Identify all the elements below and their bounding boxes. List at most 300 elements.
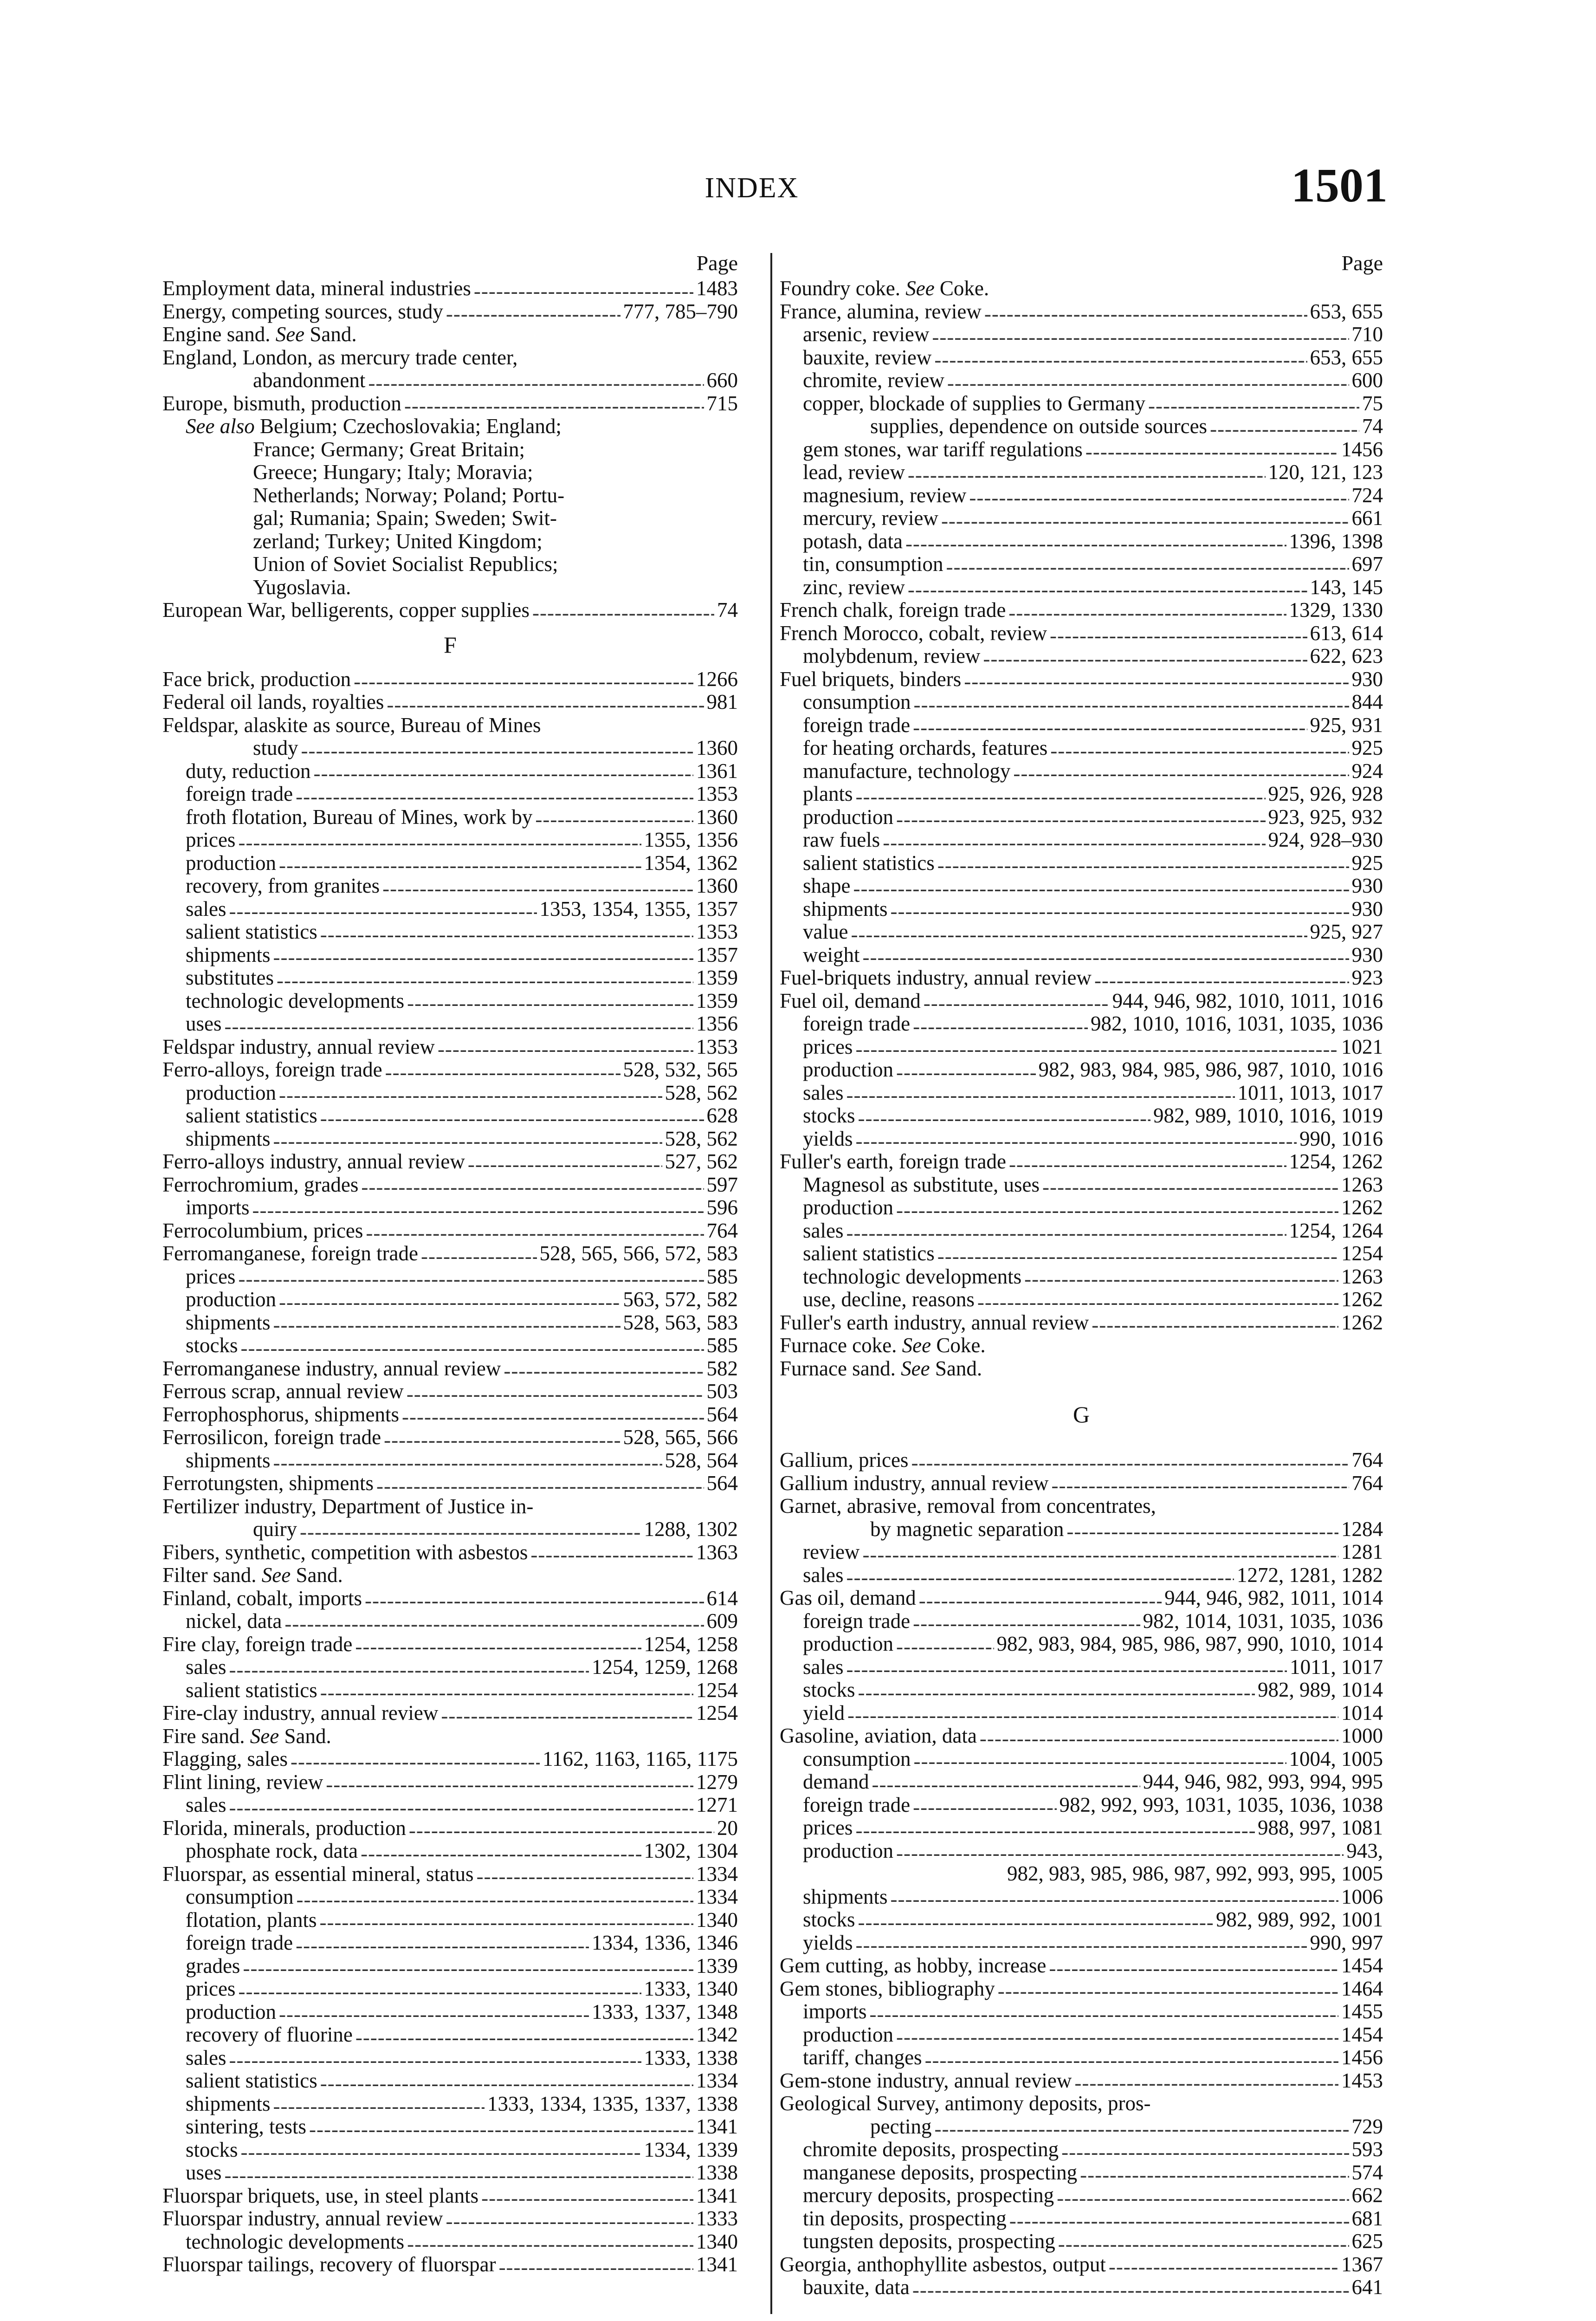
index-entry — [162, 1541, 738, 1564]
index-entry — [780, 553, 1383, 576]
dot-leader — [385, 1063, 620, 1082]
entry-page-refs: 930 — [1351, 667, 1383, 691]
index-entry — [780, 1242, 1383, 1265]
index-entry — [780, 300, 1383, 324]
entry-page-refs: 528, 562 — [665, 1127, 738, 1150]
entry-text: Magnesol as substitute, uses — [803, 1173, 1040, 1196]
index-entry — [780, 1196, 1383, 1219]
entry-text: arsenic, review — [803, 323, 930, 346]
entry-text: lead, review — [803, 460, 905, 484]
entry-page-refs: 1338 — [696, 2161, 738, 2184]
entry-page-refs: 1004, 1005 — [1289, 1747, 1383, 1770]
index-entry — [780, 806, 1383, 829]
entry-page-refs: 1254 — [696, 1678, 738, 1702]
index-entry — [780, 1977, 1383, 2001]
entry-page-refs: 844 — [1351, 690, 1383, 713]
dot-leader — [896, 1844, 1344, 1862]
dot-leader — [354, 672, 693, 691]
entry-text: consumption — [186, 1885, 294, 1908]
index-entry — [780, 1564, 1383, 1587]
index-entry — [780, 461, 1383, 484]
dot-leader — [273, 948, 693, 966]
entry-page-refs: 1341 — [696, 2184, 738, 2207]
entry-text: froth flotation, Bureau of Mines, work by — [186, 805, 533, 829]
entry-page-refs: 600 — [1351, 369, 1383, 392]
entry-page-refs: 925, 927 — [1310, 920, 1383, 943]
entry-page-refs: 982, 989, 1014 — [1258, 1678, 1383, 1701]
entry-page-refs: 1266 — [696, 667, 738, 691]
dot-leader — [291, 1752, 540, 1771]
index-entry — [780, 2276, 1383, 2299]
entry-page-refs: 1342 — [696, 2023, 738, 2046]
index-entry — [162, 1104, 738, 1128]
index-entry — [162, 1932, 738, 1955]
entry-text: Fire clay, foreign trade — [162, 1632, 353, 1656]
dot-leader — [846, 1568, 1234, 1587]
dot-leader — [1013, 764, 1349, 783]
dot-leader — [404, 396, 704, 415]
entry-text: Gallium, prices — [780, 1448, 909, 1472]
entry-page-refs: 982, 989, 992, 1001 — [1216, 1908, 1383, 1931]
entry-page-refs: 653, 655 — [1310, 345, 1383, 369]
left-index-column — [162, 251, 738, 2276]
dot-leader — [941, 512, 1349, 530]
index-entry — [162, 392, 738, 415]
entry-text: Netherlands; Norway; Poland; Portu- — [253, 483, 565, 507]
dot-leader — [858, 1913, 1214, 1932]
entry-text: consumption — [803, 1747, 911, 1770]
dot-leader — [238, 833, 641, 852]
dot-leader — [847, 1706, 1338, 1725]
dot-leader — [1008, 603, 1286, 622]
entry-page-refs: 585 — [706, 1334, 738, 1357]
index-entry — [780, 1862, 1383, 1886]
section-letter: F — [444, 631, 457, 658]
dot-leader — [407, 1385, 704, 1403]
index-entry — [780, 576, 1383, 599]
index-entry — [780, 530, 1383, 553]
dot-leader — [1148, 396, 1359, 415]
entry-text: Ferrosilicon, foreign trade — [162, 1426, 381, 1449]
index-entry — [162, 1472, 738, 1495]
dot-leader — [441, 1706, 693, 1725]
entry-page-refs: 574 — [1351, 2160, 1383, 2184]
entry-page-refs: 120, 121, 123 — [1268, 460, 1383, 484]
dot-leader — [296, 787, 693, 806]
index-entry — [780, 415, 1383, 438]
dot-leader — [407, 2235, 693, 2253]
entry-text: foreign trade — [186, 782, 293, 805]
index-entry — [780, 369, 1383, 392]
index-entry — [162, 1196, 738, 1219]
entry-page-refs: 143, 145 — [1310, 575, 1383, 599]
entry-text: sales — [803, 1563, 844, 1587]
dot-leader — [870, 2005, 1338, 2023]
dot-leader — [964, 672, 1349, 691]
entry-text: Geological Survey, antimony deposits, pros- — [780, 2092, 1151, 2115]
entry-page-refs: 982, 983, 984, 985, 986, 987, 990, 1010, 1014 — [996, 1632, 1383, 1655]
entry-text: Union of Soviet Socialist Republics; — [253, 552, 558, 576]
index-entry — [162, 2023, 738, 2047]
index-entry — [780, 1816, 1383, 1840]
dot-leader — [229, 1660, 589, 1679]
dot-leader — [229, 902, 536, 921]
index-entry — [162, 714, 738, 737]
index-entry — [780, 2230, 1383, 2253]
index-entry — [780, 1104, 1383, 1128]
index-entry — [162, 875, 738, 898]
dot-leader — [862, 1545, 1338, 1564]
index-entry — [162, 1426, 738, 1449]
entry-text: Fluorspar, as essential mineral, status — [162, 1862, 474, 1886]
dot-leader — [241, 1339, 704, 1357]
dot-leader — [320, 2074, 693, 2093]
entry-page-refs: 1359 — [696, 966, 738, 989]
entry-page-refs: 1359 — [696, 989, 738, 1012]
entry-text: Gasoline, aviation, data — [780, 1724, 977, 1747]
entry-text: Georgia, anthophyllite asbestos, output — [780, 2252, 1106, 2276]
index-entry — [162, 1334, 738, 1357]
dot-leader — [1042, 1178, 1338, 1196]
section-letter: G — [1073, 1401, 1090, 1427]
dot-leader — [320, 1109, 704, 1128]
entry-page-refs: 1162, 1163, 1165, 1175 — [543, 1747, 738, 1770]
entry-page-refs: 1272, 1281, 1282 — [1237, 1563, 1383, 1587]
entry-text: raw fuels — [803, 828, 880, 851]
index-entry — [780, 1908, 1383, 1932]
index-entry — [162, 1771, 738, 1794]
entry-page-refs: 944, 946, 982, 993, 994, 995 — [1143, 1770, 1383, 1793]
entry-text: salient statistics — [803, 851, 935, 875]
index-entry — [162, 461, 738, 484]
entry-page-refs: 1357 — [696, 943, 738, 966]
entry-text: supplies, dependence on outside sources — [870, 415, 1208, 438]
entry-page-refs: 528, 565, 566 — [623, 1426, 738, 1449]
dot-leader — [384, 1431, 620, 1449]
entry-page-refs: 1302, 1304 — [644, 1839, 738, 1862]
entry-text: shipments — [186, 943, 271, 966]
dot-leader — [846, 1660, 1287, 1679]
index-entry — [780, 1012, 1383, 1036]
dot-leader — [913, 1798, 1056, 1816]
index-entry — [780, 1633, 1383, 1656]
dot-leader — [252, 1201, 704, 1219]
entry-page-refs: 1464 — [1341, 1977, 1383, 2000]
entry-text: value — [803, 920, 848, 943]
dot-leader — [846, 1086, 1234, 1104]
entry-text: Face brick, production — [162, 667, 351, 691]
dot-leader — [326, 1775, 693, 1794]
see-reference: See also — [186, 415, 255, 438]
index-entry — [162, 438, 738, 461]
entry-text: production — [803, 805, 893, 829]
index-entry — [780, 392, 1383, 415]
dot-leader — [905, 534, 1286, 553]
dot-leader — [301, 741, 693, 760]
entry-text: stocks — [803, 1908, 855, 1931]
entry-text: foreign trade — [803, 1609, 911, 1633]
index-entry — [780, 2092, 1383, 2115]
entry-text: Europe, bismuth, production — [162, 391, 401, 415]
index-entry — [162, 1150, 738, 1173]
entry-text: Fuller's earth, foreign trade — [780, 1150, 1006, 1173]
entry-text: Fluorspar briquets, use, in steel plants — [162, 2184, 479, 2207]
index-entry — [162, 1633, 738, 1656]
entry-text: nickel, data — [186, 1609, 282, 1633]
entry-page-refs: 1333 — [696, 2207, 738, 2230]
entry-page-refs: 1356 — [696, 1012, 738, 1035]
dot-leader — [273, 2097, 485, 2115]
index-entry — [780, 990, 1383, 1013]
index-entry — [780, 714, 1383, 737]
entry-text: Finland, cobalt, imports — [162, 1586, 362, 1610]
entry-text: magnesium, review — [803, 483, 967, 507]
entry-text: Fire-clay industry, annual review — [162, 1701, 439, 1725]
entry-page-refs: 622, 623 — [1310, 644, 1383, 668]
entry-page-refs: 1339 — [696, 1954, 738, 1977]
dot-leader — [911, 1453, 1349, 1472]
entry-text: sales — [186, 2046, 226, 2069]
entry-page-refs: 925 — [1351, 736, 1383, 759]
entry-text: shape — [803, 874, 851, 897]
column-divider — [770, 253, 772, 2314]
index-entry — [162, 1977, 738, 2001]
entry-page-refs: 982, 989, 1010, 1016, 1019 — [1153, 1104, 1383, 1127]
entry-page-refs: 1288, 1302 — [644, 1517, 738, 1541]
page-column-label: Page — [696, 251, 738, 275]
index-entry — [162, 1886, 738, 1909]
index-entry — [162, 1265, 738, 1289]
entry-page-refs: 1284 — [1341, 1517, 1383, 1541]
entry-text: by magnetic separation — [870, 1517, 1064, 1541]
dot-leader — [896, 1063, 1036, 1082]
index-entry — [162, 760, 738, 783]
dot-leader — [984, 305, 1307, 323]
entry-text: prices — [803, 1035, 853, 1058]
entry-page-refs: 1262 — [1341, 1310, 1383, 1334]
entry-page-refs: 528, 563, 583 — [623, 1310, 738, 1334]
index-entry — [780, 1656, 1383, 1679]
entry-page-refs: 777, 785–790 — [623, 299, 738, 323]
entry-text: production — [803, 1058, 893, 1081]
index-entry — [162, 1357, 738, 1381]
entry-page-refs: 660 — [706, 369, 738, 392]
dot-leader — [855, 1040, 1338, 1058]
dot-leader — [355, 1637, 641, 1656]
index-entry — [162, 2207, 738, 2230]
entry-text: uses — [186, 1012, 222, 1035]
index-entry — [780, 438, 1383, 461]
entry-page-refs: 923 — [1351, 966, 1383, 989]
entry-page-refs: 1281 — [1341, 1540, 1383, 1563]
entry-page-refs: 1483 — [696, 277, 738, 300]
dot-leader — [872, 1775, 1140, 1794]
entry-page-refs: 641 — [1351, 2276, 1383, 2299]
dot-leader — [407, 994, 693, 1012]
entry-page-refs: 1329, 1330 — [1289, 598, 1383, 622]
dot-leader — [1109, 2257, 1338, 2276]
entry-text: use, decline, reasons — [803, 1288, 975, 1311]
dot-leader — [229, 1798, 693, 1817]
entry-page-refs: 724 — [1351, 483, 1383, 507]
dot-leader — [387, 695, 704, 714]
index-entry — [780, 1265, 1383, 1289]
index-entry — [780, 2023, 1383, 2047]
dot-leader — [361, 1844, 641, 1863]
dot-leader — [855, 1821, 1255, 1840]
index-entry — [780, 2138, 1383, 2161]
entry-page-refs: 1333, 1338 — [644, 2046, 738, 2069]
entry-page-refs: 1262 — [1341, 1196, 1383, 1219]
entry-page-refs: 1353 — [696, 782, 738, 805]
entry-page-refs: 1254 — [1341, 1242, 1383, 1265]
entry-text: technologic developments — [186, 2230, 405, 2253]
entry-page-refs: 925, 931 — [1310, 713, 1383, 737]
entry-page-refs: 597 — [706, 1173, 738, 1196]
dot-leader — [297, 1890, 694, 1909]
index-entry — [162, 2161, 738, 2185]
entry-page-refs: 75 — [1362, 391, 1383, 415]
entry-page-refs: 1455 — [1341, 2000, 1383, 2023]
dot-leader — [300, 1523, 641, 1541]
index-entry — [162, 1288, 738, 1311]
entry-text: Yugoslavia. — [253, 575, 351, 599]
entry-text: recovery, from granites — [186, 874, 380, 897]
dot-leader — [1074, 2074, 1338, 2092]
index-entry — [780, 507, 1383, 530]
index-entry — [780, 1679, 1383, 1702]
dot-leader — [891, 902, 1349, 921]
entry-text: stocks — [803, 1678, 855, 1701]
index-entry — [780, 829, 1383, 852]
index-entry — [162, 1518, 738, 1541]
index-entry — [162, 806, 738, 829]
index-entry — [162, 898, 738, 921]
index-entry — [780, 1954, 1383, 1977]
entry-page-refs: 1334 — [696, 2069, 738, 2092]
dot-leader — [969, 488, 1349, 507]
dot-leader — [853, 879, 1349, 898]
entry-text: Federal oil lands, royalties — [162, 690, 384, 713]
index-entry — [780, 2253, 1383, 2276]
entry-text: Florida, minerals, production — [162, 1816, 406, 1840]
entry-text: Employment data, mineral industries — [162, 277, 471, 300]
index-entry — [780, 2184, 1383, 2207]
see-reference: See — [901, 1356, 930, 1380]
dot-leader — [983, 649, 1307, 668]
index-entry — [780, 346, 1383, 370]
entry-page-refs: 923, 925, 932 — [1268, 805, 1383, 829]
entry-text: sales — [803, 1655, 844, 1679]
entry-text: study — [253, 736, 298, 759]
index-entry — [780, 1472, 1383, 1495]
see-reference: See — [275, 323, 305, 346]
dot-leader — [925, 2051, 1338, 2069]
index-entry — [162, 1380, 738, 1403]
entry-text: consumption — [803, 690, 911, 713]
index-entry — [780, 1840, 1383, 1863]
entry-text: England, London, as mercury trade center, — [162, 345, 518, 369]
entry-page-refs: 1340 — [696, 1908, 738, 1932]
index-entry — [162, 1058, 738, 1082]
index-entry — [780, 1150, 1383, 1173]
dot-leader — [481, 2189, 693, 2207]
index-entry — [162, 507, 738, 530]
dot-leader — [1049, 1959, 1338, 1977]
entry-text: stocks — [186, 2138, 238, 2161]
entry-page-refs: 1367 — [1341, 2252, 1383, 2276]
page-column-label: Page — [1341, 251, 1383, 275]
index-entry — [780, 852, 1383, 875]
index-entry — [780, 691, 1383, 714]
index-entry — [162, 2139, 738, 2162]
dot-leader — [468, 1155, 662, 1173]
entry-text: sales — [186, 1655, 226, 1679]
index-entry — [162, 668, 738, 691]
dot-leader — [856, 1132, 1297, 1150]
entry-page-refs: 1334 — [696, 1862, 738, 1886]
entry-text: for heating orchards, features — [803, 736, 1048, 759]
entry-text: gal; Rumania; Spain; Sweden; Swit- — [253, 506, 557, 530]
index-entry — [162, 1610, 738, 1633]
dot-leader — [1058, 2235, 1349, 2253]
index-entry — [780, 1334, 1383, 1357]
entry-text: production — [803, 1196, 893, 1219]
entry-text: shipments — [186, 1310, 271, 1334]
dot-leader — [896, 810, 1266, 829]
dot-leader — [225, 2166, 694, 2185]
index-entry — [162, 1725, 738, 1748]
dot-leader — [851, 925, 1307, 944]
dot-leader — [924, 994, 1110, 1012]
entry-page-refs: 1353 — [696, 1035, 738, 1058]
dot-leader — [934, 350, 1307, 369]
index-entry — [780, 668, 1383, 691]
entry-text: production — [186, 851, 276, 875]
entry-page-refs: 697 — [1351, 552, 1383, 576]
index-entry — [162, 1702, 738, 1725]
index-entry — [162, 1219, 738, 1243]
index-entry — [162, 277, 738, 300]
entry-page-refs: 1353, 1354, 1355, 1357 — [539, 897, 738, 921]
entry-text: prices — [186, 1264, 236, 1288]
entry-page-refs: 1334, 1339 — [644, 2138, 738, 2161]
index-entry — [780, 760, 1383, 783]
entry-text: Fibers, synthetic, competition with asbestos — [162, 1540, 528, 1564]
running-head-title: INDEX — [704, 172, 799, 204]
dot-leader — [309, 2120, 693, 2139]
see-reference: See — [902, 1334, 931, 1357]
index-entry — [780, 622, 1383, 645]
entry-text: salient statistics — [803, 1242, 935, 1265]
entry-text: foreign trade — [186, 1931, 293, 1954]
index-entry — [162, 829, 738, 852]
dot-leader — [912, 2281, 1349, 2299]
dot-leader — [946, 558, 1349, 576]
right-index-column — [780, 251, 1383, 2299]
entry-text: production — [803, 1839, 893, 1862]
dot-leader — [914, 695, 1349, 714]
dot-leader — [320, 925, 693, 944]
index-entry — [780, 737, 1383, 760]
entry-text: Furnace coke. See Coke. — [780, 1334, 986, 1357]
index-entry — [780, 2000, 1383, 2023]
entry-page-refs: 982, 1010, 1016, 1031, 1035, 1036 — [1091, 1012, 1383, 1035]
index-entry — [780, 2207, 1383, 2230]
entry-text: foreign trade — [803, 1793, 911, 1816]
entry-text: technologic developments — [803, 1264, 1022, 1288]
dot-leader — [438, 1040, 693, 1058]
